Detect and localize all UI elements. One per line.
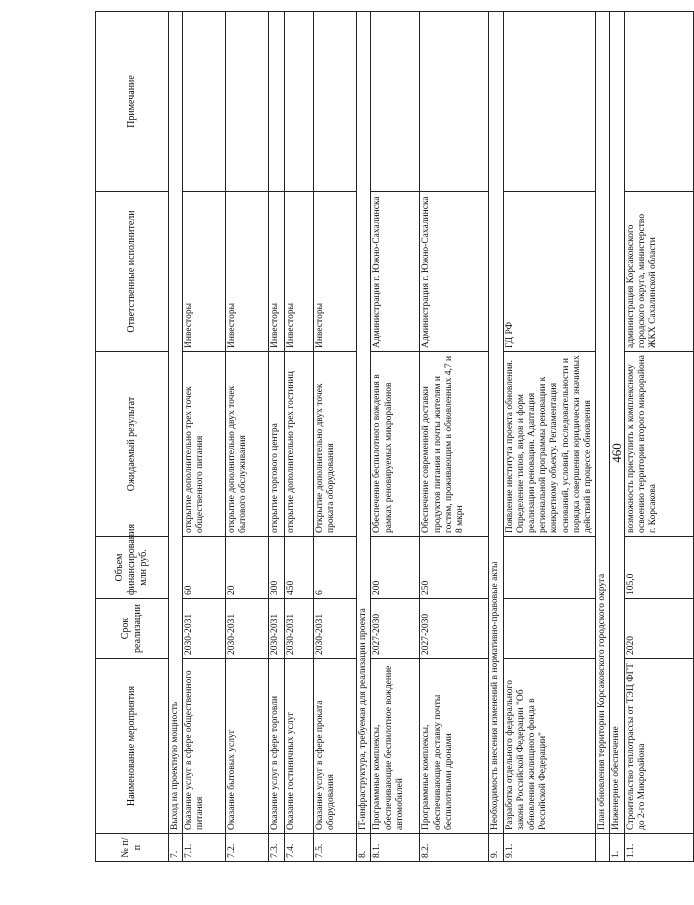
row-note [314,12,357,192]
row-responsible: Инвесторы [269,192,285,352]
row-num: 9.1. [503,834,596,862]
row-num: 7.4. [285,834,314,862]
header-volume: Объем финансирования млн руб. [96,537,169,599]
row-term: 2030-2031 [226,599,269,659]
row-num: 7. [169,834,183,862]
row-term: 2030-2031 [183,599,226,659]
section-title: IT-инфраструктура, требуемая для реализации проекта [357,12,371,834]
row-note [269,12,285,192]
row-responsible: Инвесторы [285,192,314,352]
row-num: 1. [610,834,624,862]
row-result: Открытие дополнительно двух точек проката оборудования [314,352,357,537]
section-title: Необходимость внесения изменений в нормативно-правовые акты [489,12,503,834]
row-num: 7.1. [183,834,226,862]
row-num: 7.2. [226,834,269,862]
row-volume: 450 [285,537,314,599]
row-volume: 20 [226,537,269,599]
section-title: Выход на проектную мощность [169,12,183,834]
section-title: План обновления территории Корсаковского городского округа [596,12,610,834]
row-name: Оказание услуг в сфере торговли [269,659,285,834]
header-num: № п/п [96,834,169,862]
row-num: 7.3. [269,834,285,862]
section-title: Инженерное обеспечение [610,12,624,834]
header-result: Ожидаемый результат [96,352,169,537]
row-name: Разработка отдельного федерального закона Российской Федерации "Об обновлении жилищного фонда в Российской Федерации" [503,659,596,834]
table-row [226,12,269,862]
row-num [596,834,610,862]
row-result: открытие дополнительно двух точек бытового обслуживания [226,352,269,537]
table-row [269,12,285,862]
row-name: Строительство теплотрассы от ТЭЦ ФГТ до 2-го Микрорайона [624,659,693,834]
header-term: Срок реализации [96,599,169,659]
row-num: 9. [489,834,503,862]
row-note [503,12,596,192]
row-result: открытие дополнительно трех точек общественного питания [183,352,226,537]
row-volume: 250 [420,537,489,599]
row-responsible: Администрация г. Южно-Сахалинска [371,192,420,352]
row-result: открытие торгового центра [269,352,285,537]
row-note [285,12,314,192]
row-responsible: Инвесторы [226,192,269,352]
row-term: 2030-2031 [314,599,357,659]
row-term: 2027-2030 [420,599,489,659]
header-name: Наименование мероприятия [96,659,169,834]
header-note: Примечание [96,12,169,192]
row-responsible: Администрация г. Южно-Сахалинска [420,192,489,352]
page-number: 460 [609,443,624,463]
section-row-plan [596,12,610,862]
table-row [420,12,489,862]
header-responsible: Ответственные исполнители [96,192,169,352]
row-name: Программные комплексы, обеспечивающие беспилотное вождение автомобилей [371,659,420,834]
row-result: Появление института проекта обновления. Определение типов, видов и форм реализации реновации. Адаптация региональной программы реновации к конкретному объекту. Регламентация оснований, условий, последовательности и порядка совершения юридически значимых действий в процессе обновления [503,352,596,537]
row-responsible: администрация Корсаковского городского округа, министерство ЖКХ Сахалинской области [624,192,693,352]
section-row-9 [489,12,503,862]
row-responsible: ГД РФ [503,192,596,352]
row-name: Программные комплексы, обеспечивающие доставку почты беспилотными дронами [420,659,489,834]
section-row-8 [357,12,371,862]
table-row [503,12,596,862]
row-term: 2027-2030 [371,599,420,659]
row-result: возможность приступить к комплексному освоению территории второго микрорайона г. Корсакова [624,352,693,537]
table-row [371,12,420,862]
row-note [624,12,693,192]
row-volume: 105,0 [624,537,693,599]
row-term: 2030-2031 [285,599,314,659]
row-responsible: Инвесторы [314,192,357,352]
measures-table [95,11,694,862]
row-term: 2020 [624,599,693,659]
row-volume: 200 [371,537,420,599]
row-term: 2030-2031 [269,599,285,659]
row-num: 8.2. [420,834,489,862]
row-note [226,12,269,192]
table-row [624,12,693,862]
row-volume: 60 [183,537,226,599]
row-result: Обеспечение современной доставки продуктов питания и почты жителям и гостям, проживающим в обновленных 4,7 и 8 мкрн [420,352,489,537]
section-row-7 [169,12,183,862]
row-name: Оказание услуг в сфере проката оборудования [314,659,357,834]
row-name: Оказание бытовых услуг [226,659,269,834]
row-num: 8.1. [371,834,420,862]
row-name: Оказание услуг в сфере общественного питания [183,659,226,834]
row-responsible: Инвесторы [183,192,226,352]
row-note [183,12,226,192]
table-row [183,12,226,862]
table-row [285,12,314,862]
row-result: открытие дополнительно трех гостиниц [285,352,314,537]
row-volume: 6 [314,537,357,599]
row-term [503,599,596,659]
table-row [314,12,357,862]
header-row [96,12,169,862]
row-note [371,12,420,192]
row-volume: 300 [269,537,285,599]
row-volume [503,537,596,599]
row-num: 8. [357,834,371,862]
row-num: 7.5. [314,834,357,862]
row-name: Оказание гостиничных услуг [285,659,314,834]
row-result: Обеспечение беспилотного вождения в рамках реновируемых микрорайонов [371,352,420,537]
row-num: 1.1. [624,834,693,862]
row-note [420,12,489,192]
